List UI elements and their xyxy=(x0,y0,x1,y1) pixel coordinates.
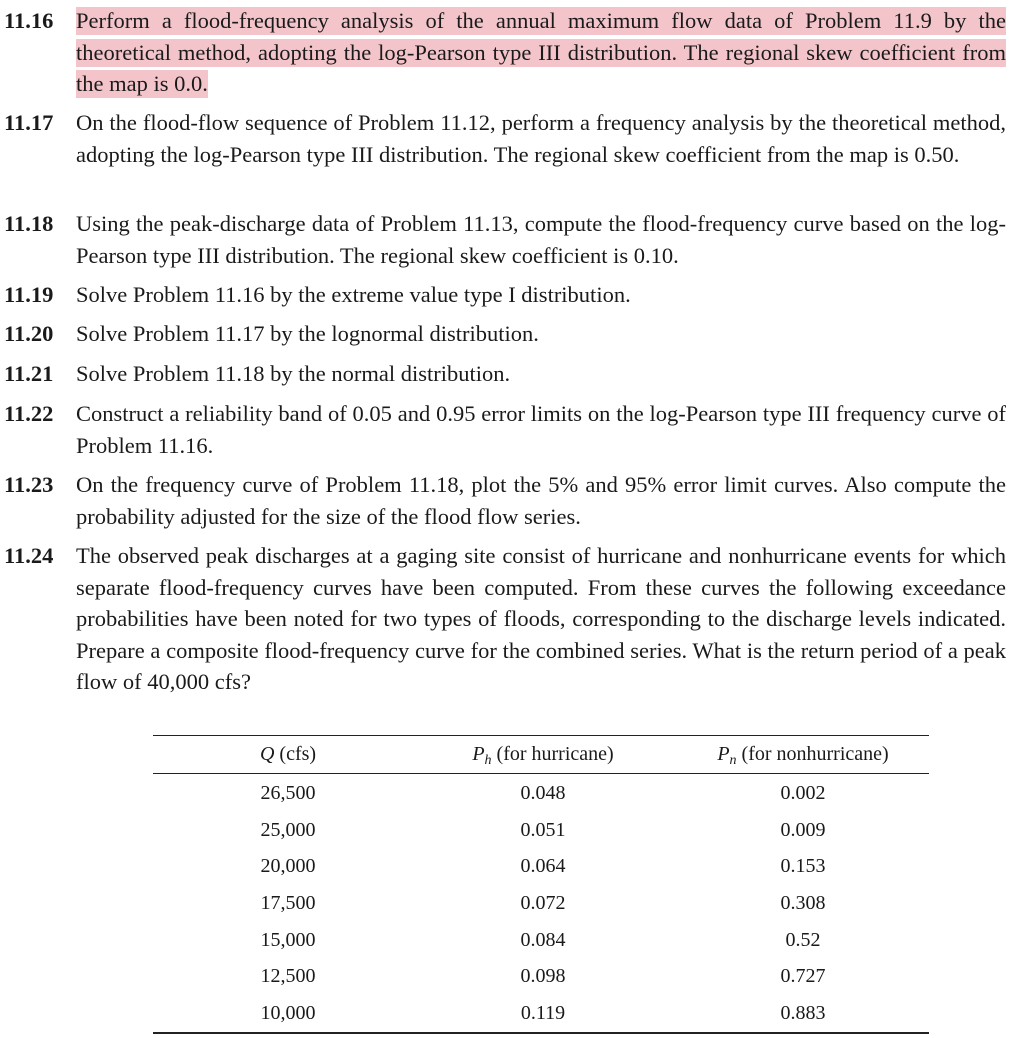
problem-number: 11.21 xyxy=(4,361,54,386)
cell-ph: 0.084 xyxy=(520,928,566,951)
cell-q: 10,000 xyxy=(260,1002,316,1025)
problem-text: Using the peak-discharge data of Problem 11.13, compute the flood-frequency curve based on the log-Pearson type III distribution. The regional skew coefficient is 0.10. xyxy=(76,211,1006,268)
cell-pn: 0.52 xyxy=(785,928,821,951)
cell-q: 12,500 xyxy=(260,965,316,988)
header-ph: $P_h$ (for hurricane) xyxy=(472,743,614,768)
highlighted-text: Perform a flood-frequency analysis of the annual maximum flow data of Problem 11.9 by the theoretical method, adopting the log-Pearson type III distribution. The regional skew coefficient from the map is 0.0. xyxy=(76,8,1006,96)
table-row xyxy=(153,958,929,995)
problem-number: 11.19 xyxy=(4,282,54,307)
table-row xyxy=(153,995,929,1032)
problem-number: 11.24 xyxy=(4,543,54,568)
cell-q: 20,000 xyxy=(260,855,316,878)
problem-text: Construct a reliability band of 0.05 and 0.95 error limits on the log-Pearson type III frequency curve of Problem 11.16. xyxy=(76,401,1006,458)
cell-q: 25,000 xyxy=(260,818,316,841)
cell-ph: 0.048 xyxy=(520,782,566,804)
table-row xyxy=(153,775,929,812)
cell-pn: 0.002 xyxy=(780,782,826,804)
problem-number: 11.23 xyxy=(4,472,54,497)
table-header-row xyxy=(153,736,929,774)
problem-text: On the flood-flow sequence of Problem 11.12, perform a frequency analysis by the theoretical method, adopting the log-Pearson type III distribution. The regional skew coefficient from the map is 0.50. xyxy=(76,110,1006,167)
cell-pn: 0.308 xyxy=(780,892,826,915)
cell-pn: 0.727 xyxy=(780,965,826,988)
cell-ph: 0.051 xyxy=(520,818,566,841)
problem-number: 11.16 xyxy=(4,8,54,33)
cell-q: 17,500 xyxy=(260,892,316,915)
table-body xyxy=(153,774,929,1032)
cell-pn: 0.883 xyxy=(780,1002,826,1025)
problem-text: Solve Problem 11.17 by the lognormal distribution. xyxy=(76,321,539,346)
problem-text: Solve Problem 11.16 by the extreme value type I distribution. xyxy=(76,282,631,307)
table-row xyxy=(153,812,929,849)
header-pn: $P_n$ (for nonhurricane) xyxy=(717,743,889,768)
table-row xyxy=(153,848,929,885)
problem-text: Solve Problem 11.18 by the normal distribution. xyxy=(76,361,511,386)
problem-number: 11.18 xyxy=(4,211,54,236)
problem-number: 11.20 xyxy=(4,321,54,346)
header-q: Q (cfs) xyxy=(259,743,317,765)
problem-text: The observed peak discharges at a gaging site consist of hurricane and nonhurricane events for which separate flood-frequency curves have been computed. From these curves the following exceedance probabilities have been noted for two types of floods, corresponding to the discharge levels indicated. Prepare a composite flood-frequency curve for the combined series. What is the return period of a peak flow of 40,000 cfs? xyxy=(76,543,1006,694)
problem-number: 11.22 xyxy=(4,401,54,426)
problem-text xyxy=(76,5,1006,100)
cell-pn: 0.153 xyxy=(780,855,826,878)
cell-pn: 0.009 xyxy=(780,818,826,841)
table-row xyxy=(153,885,929,922)
cell-q: 26,500 xyxy=(260,782,316,804)
cell-ph: 0.072 xyxy=(520,892,566,915)
cell-ph: 0.119 xyxy=(520,1002,566,1025)
problem-number: 11.17 xyxy=(4,110,54,135)
table-row xyxy=(153,922,929,959)
problem-text: On the frequency curve of Problem 11.18, plot the 5% and 95% error limit curves. Also compute the probability adjusted for the size of the flood flow series. xyxy=(76,472,1006,529)
cell-q: 15,000 xyxy=(260,928,316,951)
cell-ph: 0.064 xyxy=(520,855,566,878)
cell-ph: 0.098 xyxy=(520,965,566,988)
probability-table xyxy=(153,735,929,1034)
